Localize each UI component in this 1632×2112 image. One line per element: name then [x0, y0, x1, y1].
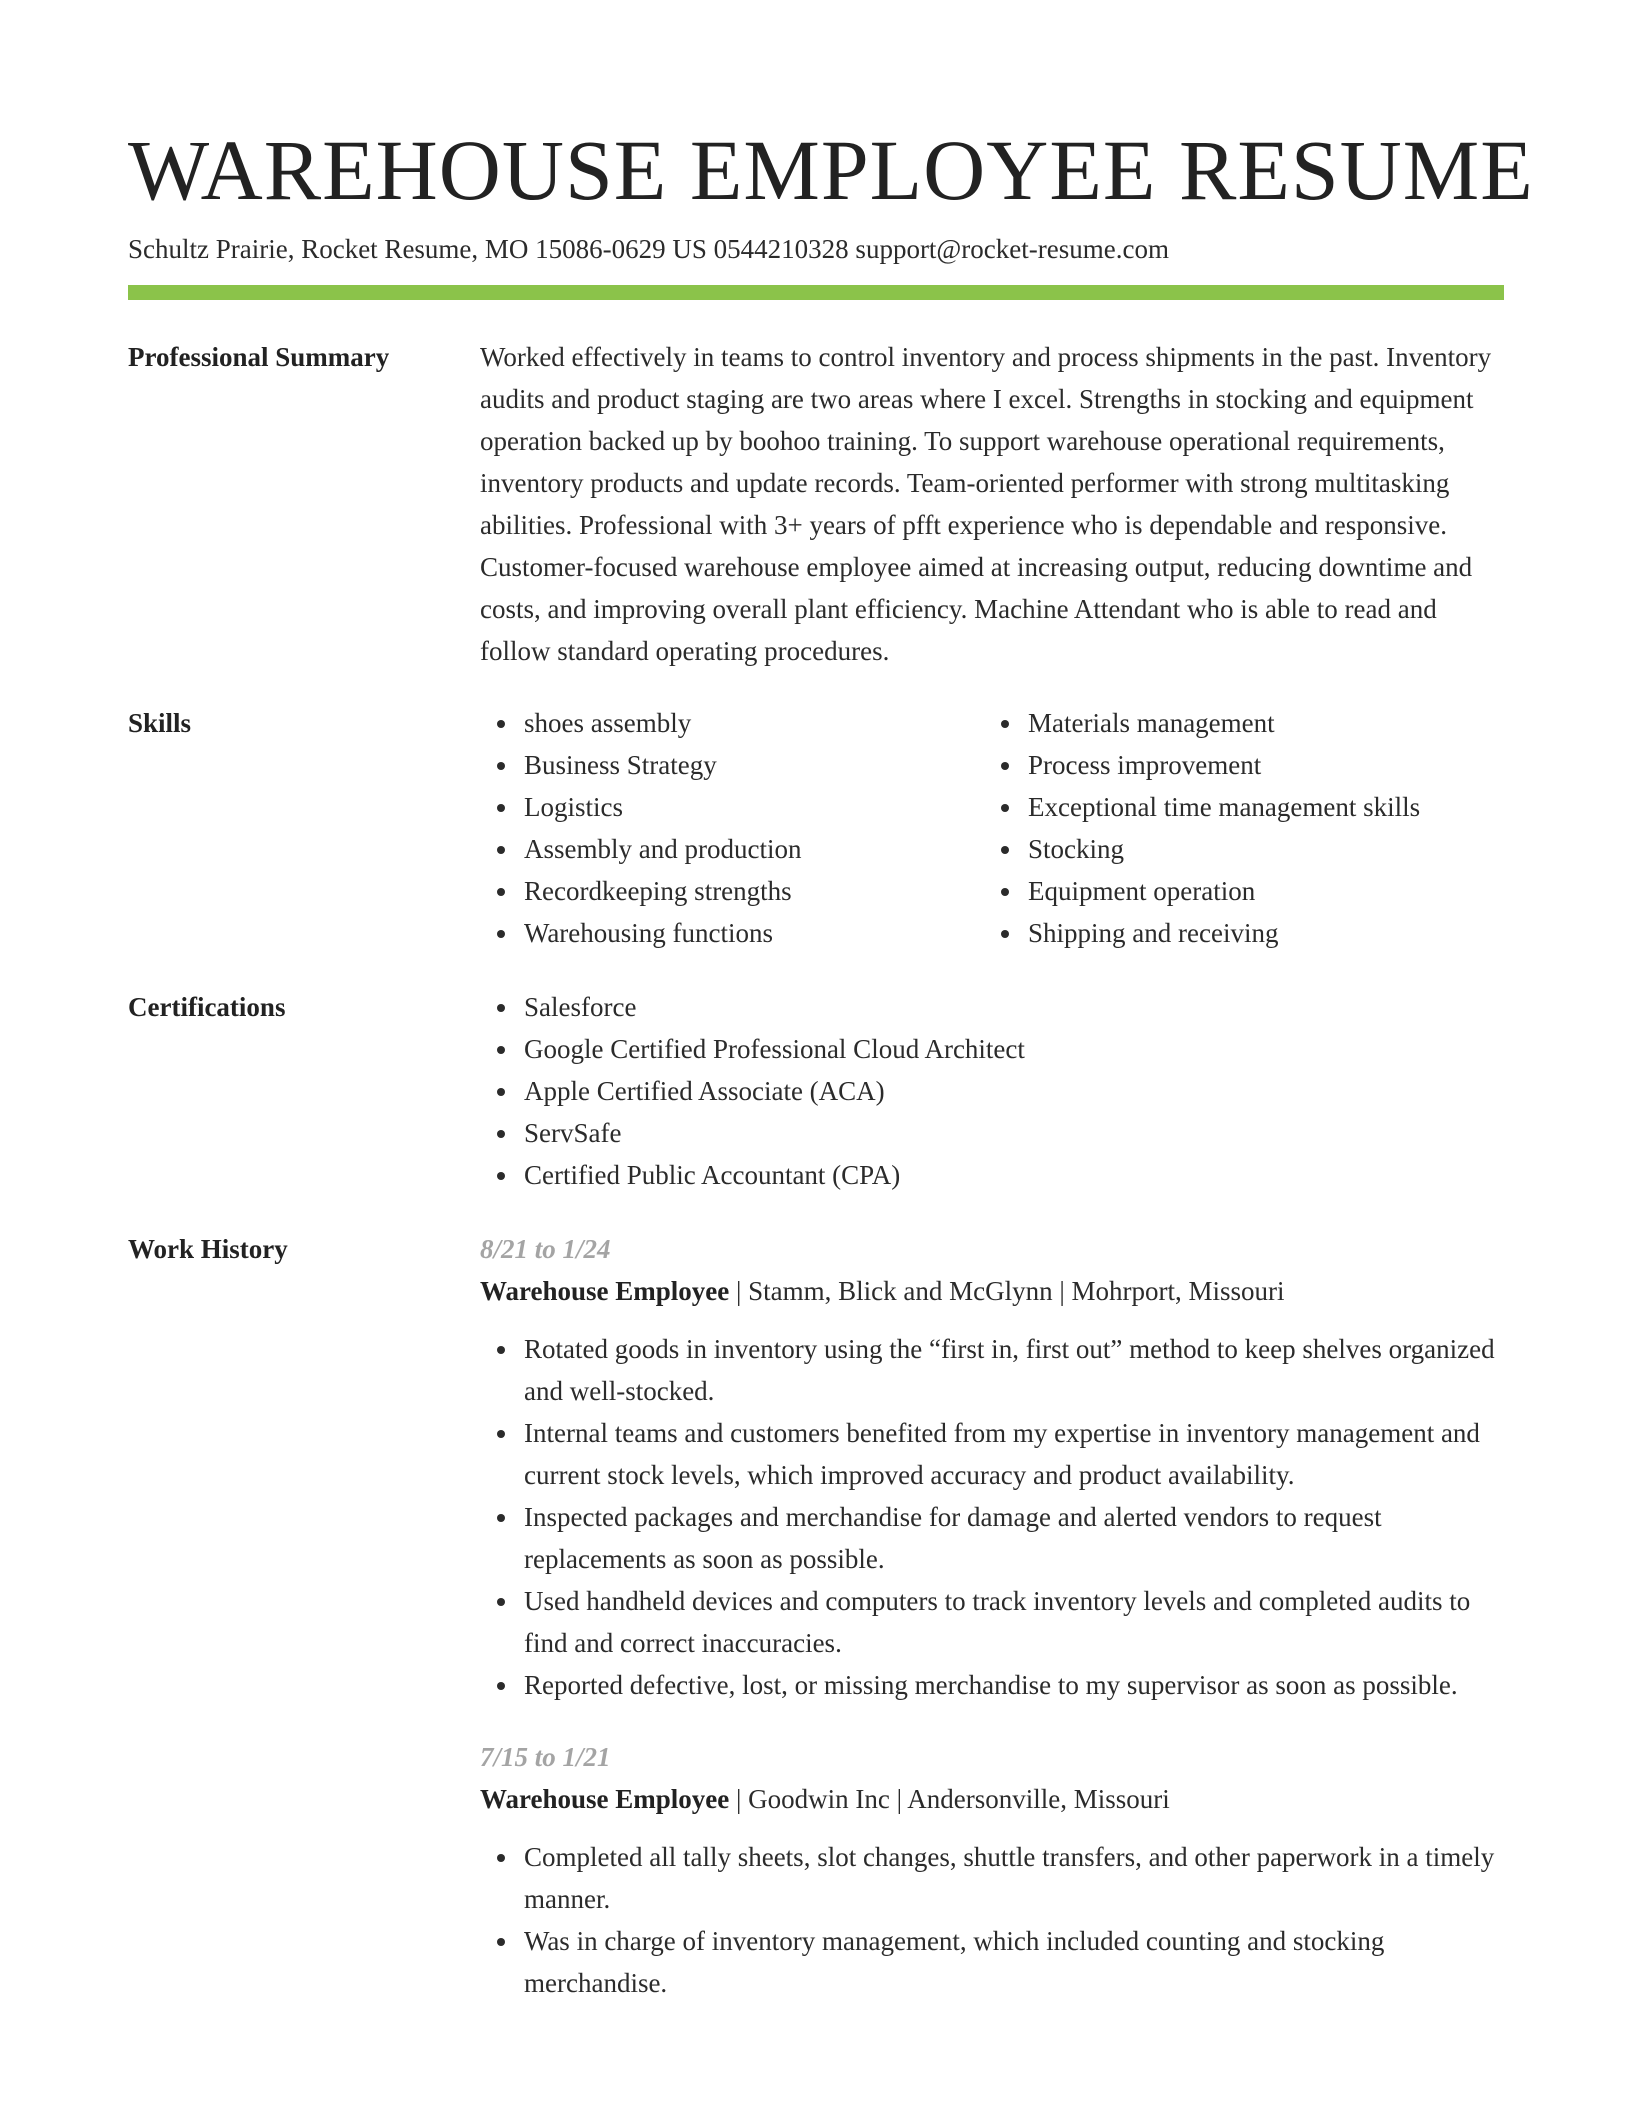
certification-item: ServSafe: [524, 1112, 1504, 1154]
job-bullet: Rotated goods in inventory using the “first in, first out” method to keep shelves organized and well-stocked.: [524, 1328, 1504, 1412]
job-bullet: Reported defective, lost, or missing merchandise to my supervisor as soon as possible.: [524, 1664, 1504, 1706]
resume-page: [128, 120, 1534, 2004]
summary-text: Worked effectively in teams to control inventory and process shipments in the past. Inventory audits and product staging are two areas where I excel. Strengths in stocking and equipment operation backed up by boohoo training. To support warehouse operational requirements, inventory products and update records. Team-oriented performer with strong multitasking abilities. Professional with 3+ years of pfft experience who is dependable and responsive. Customer-focused warehouse employee aimed at increasing output, reducing downtime and costs, and improving overall plant efficiency. Machine Attendant who is able to read and follow standard operating procedures.: [480, 342, 1492, 666]
certifications-section: [128, 986, 1504, 1196]
job-heading: [480, 1270, 1504, 1312]
accent-divider: [128, 285, 1504, 300]
work-history-label: Work History: [128, 1234, 288, 1264]
summary-section: [128, 336, 1504, 672]
summary-label: Professional Summary: [128, 342, 390, 372]
job-bullet: Was in charge of inventory management, which included counting and stocking merchandise.: [524, 1920, 1504, 2004]
skill-item: Equipment operation: [1028, 870, 1488, 912]
job-title: Warehouse Employee: [480, 1276, 730, 1306]
job-dates: 8/21 to 1/24: [480, 1234, 611, 1264]
job-bullet: Completed all tally sheets, slot changes, shuttle transfers, and other paperwork in a timely manner.: [524, 1836, 1504, 1920]
work-history-section: [128, 1228, 1504, 2004]
skill-item: shoes assembly: [524, 702, 984, 744]
job-bullet: Used handheld devices and computers to track inventory levels and completed audits to find and correct inaccuracies.: [524, 1580, 1504, 1664]
certifications-list: [480, 986, 1504, 1196]
skill-item: Assembly and production: [524, 828, 984, 870]
certification-item: Salesforce: [524, 986, 1504, 1028]
contact-info: Schultz Prairie, Rocket Resume, MO 15086-0629 US 0544210328 support@rocket-resume.com: [128, 234, 1169, 264]
skills-label: Skills: [128, 708, 192, 738]
skill-item: Exceptional time management skills: [1028, 786, 1488, 828]
skills-list-left: [480, 702, 984, 954]
job-bullets: [480, 1328, 1504, 1706]
job-dates: 7/15 to 1/21: [480, 1742, 611, 1772]
job-entry: [480, 1228, 1504, 1706]
job-entry: [480, 1736, 1504, 2004]
skill-item: Business Strategy: [524, 744, 984, 786]
skill-item: Shipping and receiving: [1028, 912, 1488, 954]
skill-item: Stocking: [1028, 828, 1488, 870]
certification-item: Google Certified Professional Cloud Architect: [524, 1028, 1504, 1070]
skill-item: Recordkeeping strengths: [524, 870, 984, 912]
certifications-label: Certifications: [128, 992, 286, 1022]
job-details: | Stamm, Blick and McGlynn | Mohrport, Missouri: [729, 1276, 1285, 1306]
job-title: Warehouse Employee: [480, 1784, 730, 1814]
job-bullets: [480, 1836, 1504, 2004]
resume-title: WAREHOUSE EMPLOYEE RESUME: [128, 122, 1534, 218]
job-bullet: Internal teams and customers benefited from my expertise in inventory management and current stock levels, which improved accuracy and product availability.: [524, 1412, 1504, 1496]
certification-item: Certified Public Accountant (CPA): [524, 1154, 1504, 1196]
skill-item: Warehousing functions: [524, 912, 984, 954]
skills-section: [128, 702, 1504, 954]
skill-item: Logistics: [524, 786, 984, 828]
job-details: | Goodwin Inc | Andersonville, Missouri: [729, 1784, 1170, 1814]
skills-list-right: [984, 702, 1488, 954]
job-bullet: Inspected packages and merchandise for damage and alerted vendors to request replacements as soon as possible.: [524, 1496, 1504, 1580]
job-heading: [480, 1778, 1504, 1820]
skill-item: Process improvement: [1028, 744, 1488, 786]
skill-item: Materials management: [1028, 702, 1488, 744]
certification-item: Apple Certified Associate (ACA): [524, 1070, 1504, 1112]
